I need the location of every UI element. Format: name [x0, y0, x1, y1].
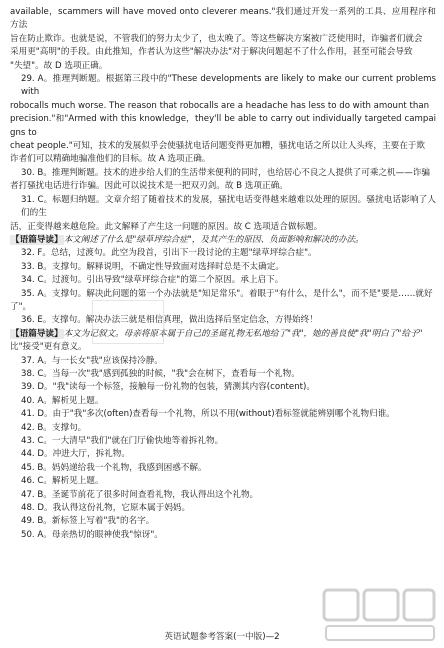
- text-line: cheat people."可知，技术的发展似乎会使骚扰电话问题变得更加糟，骚扰电话之所以让人头疼，主要在于欺: [10, 141, 425, 152]
- guide-label: 【语篇导读】: [11, 234, 63, 245]
- text-line: robocalls much worse. The reason that robocalls are a headache has less to do with amount than: [10, 100, 430, 111]
- guide-label: 【语篇导读】: [11, 328, 63, 339]
- answer-50: 50. A。母亲热切的眼神使我"惊讶"。: [21, 529, 163, 540]
- answer-30: 30. B。推理判断题。技术的进步给人们的生活带来便利的同时，也给居心不良之人提供了可乘之机——诈骗: [21, 167, 431, 178]
- answer-49: 49. B。新标签上写着"我"的名字。: [21, 516, 155, 527]
- reading-guide: [10, 328, 436, 341]
- answer-43: 43. C。一大清早"我们"就在门厅偷快地等着拆礼物。: [21, 436, 224, 446]
- answer-34: 34. C。过渡句。引出导致"绿草坪综合症"的第二个原因。承上启下。: [21, 275, 284, 286]
- answer-33: 33. B。支撑句。解释说明，不确定性导致面对选择时总是不太确定。: [21, 261, 284, 272]
- answer-42: 42. B。支撑句。: [21, 422, 87, 433]
- answer-46: 46. C。解析见上题。: [21, 476, 104, 487]
- answer-37: 37. A。与一长女"我"应该保持冷静。: [21, 355, 163, 366]
- answer-38: 38. C。当每一次"我"感到孤独的时候，"我"会在树下，查看每一个礼物。: [21, 368, 300, 379]
- text-line: 了"。: [10, 301, 32, 312]
- answer-32: 32. F。总结，过渡句。此空为段首，引出下一段讨论的主题"绿草坪综合症"。: [21, 248, 317, 259]
- answer-44: 44. D。冲进大厅，拆礼物。: [21, 449, 130, 460]
- text-line: 旨在防止欺诈。也就是说，不管我们的努力太少了，也太晚了。等这些解决方案被广泛使用时，诈骗者们就会: [10, 33, 423, 44]
- text-line: 诈者们可以精确地骗准他们的目标。故 A 选项正确。: [10, 154, 211, 165]
- answer-29: 29. A。推理判断题。根据第三段中的"These developments are likely to make our current problems with: [21, 74, 436, 98]
- text-line: available，scammers will have moved onto cleverer means."我们通过开发一系列的工具、应用程序和方法: [10, 7, 436, 31]
- answer-48: 48. D。我认得这份礼物，它原本属于妈妈。: [21, 503, 191, 514]
- answer-40: 40. A。解析见上题。: [21, 395, 104, 406]
- faded-stamp: [92, 300, 164, 344]
- answer-page: [10, 6, 436, 542]
- text-line: 者打骚扰电话进行诈骗。因此可以说技术是一把双刃剑。故 B 选项正确。: [10, 181, 288, 192]
- reading-guide: [10, 234, 436, 247]
- answer-41: 41. D。由于"我"多次(often)查看每一个礼物，所以不用(without)看标签就能辨别哪个礼物归谁。: [21, 409, 395, 420]
- text-line: 比"接受"更有意义。: [10, 342, 87, 353]
- page-footer: 英语试题参考答案(一中版)—2: [164, 632, 280, 642]
- answer-31: 31. C。标题归纳题。文章介绍了随着技术的发展，骚扰电话变得越来越难以处理的原因。骚扰电话影响了人们的生: [21, 194, 436, 219]
- answer-45: 45. B。妈妈递给我一个礼物，我感到困惑不解。: [21, 462, 207, 473]
- guide-text: 本文为记叙文。母亲将原本属于自己的圣诞礼物无私地给了"我"，她的善良使"我"明白了"给予": [63, 328, 423, 339]
- answer-47: 47. B。圣诞节前花了很多时间查看礼物，我认得出这个礼物。: [21, 489, 259, 500]
- guide-text: 本文阐述了什么是"绿草坪综合症"，及其产生的原因、负面影响和解决的办法。: [63, 234, 364, 245]
- answer-35: 35. A。支撑句。解决此问题的第一个办法就是"知足常乐"。着眼于"有什么，是什么"，而不是"要是……就好: [21, 288, 433, 299]
- text-line: precision."和"Armed with this knowledge，they'll be able to carry out individually targeted campaigns to: [10, 114, 436, 138]
- answer-36: 36. E。支撑句。解决办法三就是相信真理，做出选择后坚定信念，方得始终！: [21, 315, 318, 326]
- answer-39: 39. D。"我"读每一个标签，接触每一份礼物的包装，猜测其内容(content)。: [21, 382, 315, 393]
- text-line: 活，正变得越来越危险。此文解释了产生这一问题的原因。故 C 选项适合做标题。: [10, 221, 323, 232]
- text-line: "失望"。故 D 选项正确。: [10, 60, 108, 71]
- text-line: 采用更"高明"的手段。由此推知，作者认为这些"解决办法"对于解决问题起不了什么作用，甚至可能会导致: [10, 47, 413, 58]
